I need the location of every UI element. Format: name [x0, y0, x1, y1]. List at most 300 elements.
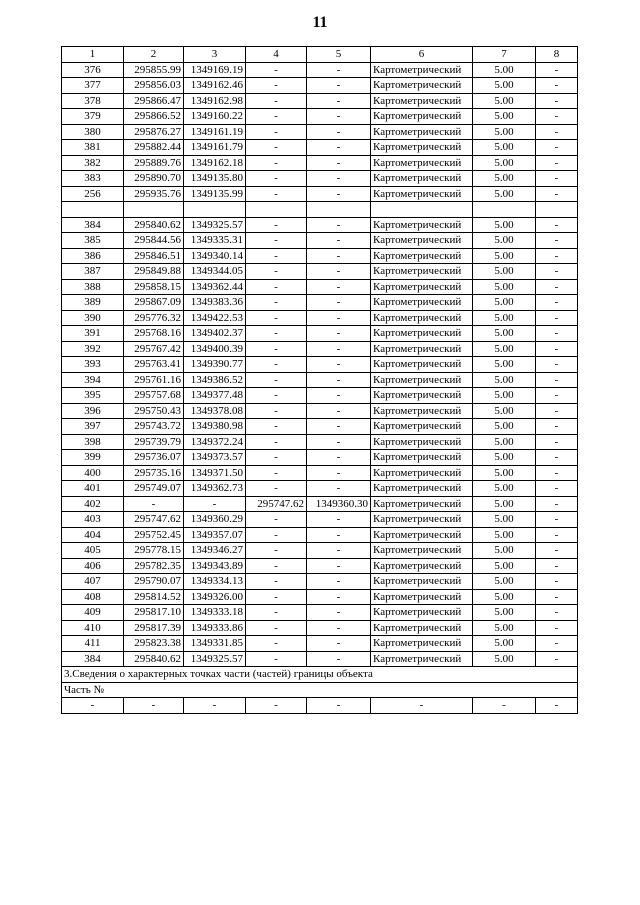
table-cell-col-3: 1349161.79: [184, 140, 246, 156]
table-cell-col-7: 5.00: [473, 450, 536, 466]
table-cell-col-8: -: [536, 496, 578, 512]
table-cell-col-1: 407: [62, 574, 124, 590]
table-cell-col-7: 5.00: [473, 171, 536, 187]
table-cell-col-6: Картометрический: [371, 589, 473, 605]
table-cell-col-8: -: [536, 636, 578, 652]
table-cell-col-1: 383: [62, 171, 124, 187]
table-cell-col-1: 380: [62, 124, 124, 140]
table-cell-col-2: 295817.39: [124, 620, 184, 636]
table-row: [62, 481, 578, 497]
table-cell-col-6: Картометрический: [371, 403, 473, 419]
table-cell-col-5: -: [307, 434, 371, 450]
table-cell-col-8: -: [536, 171, 578, 187]
table-cell-col-7: 5.00: [473, 496, 536, 512]
table-cell-col-4: 295747.62: [246, 496, 307, 512]
table-cell-col-3: 1349331.85: [184, 636, 246, 652]
table-cell-col-7: [473, 202, 536, 218]
table-cell-col-2: 295856.03: [124, 78, 184, 94]
table-cell-col-5: -: [307, 326, 371, 342]
table-cell-col-8: -: [536, 651, 578, 667]
table-cell-col-4: -: [246, 574, 307, 590]
table-cell-col-1: 390: [62, 310, 124, 326]
table-cell-col-7: 5.00: [473, 651, 536, 667]
table-cell-col-8: -: [536, 140, 578, 156]
table-cell-col-8: -: [536, 434, 578, 450]
table-cell-col-5: -: [307, 388, 371, 404]
table-cell-col-7: 5.00: [473, 481, 536, 497]
table-cell-col-5: -: [307, 295, 371, 311]
table-cell-col-2: 295840.62: [124, 651, 184, 667]
section3-row: [62, 667, 578, 683]
page-number: 11: [312, 14, 328, 31]
table-cell-col-1: 410: [62, 620, 124, 636]
table-cell-col-2: 295882.44: [124, 140, 184, 156]
table-cell-col-8: -: [536, 217, 578, 233]
table-cell-col-5: -: [307, 155, 371, 171]
table-cell-col-8: -: [536, 481, 578, 497]
table-cell-col-3: 1349161.19: [184, 124, 246, 140]
table-cell-col-4: -: [246, 450, 307, 466]
table-cell-col-4: -: [246, 605, 307, 621]
table-row-empty-part: [62, 698, 578, 714]
table-cell-col-4: -: [246, 698, 307, 714]
table-cell-col-4: -: [246, 140, 307, 156]
table-row: [62, 62, 578, 78]
table-row: [62, 233, 578, 249]
table-cell-col-4: -: [246, 620, 307, 636]
table-row: [62, 124, 578, 140]
table-cell-col-6: Картометрический: [371, 636, 473, 652]
table-cell-col-4: -: [246, 186, 307, 202]
table-cell-col-1: 395: [62, 388, 124, 404]
table-cell-col-5: -: [307, 636, 371, 652]
table-cell-col-5: -: [307, 140, 371, 156]
table-cell-col-7: 5.00: [473, 543, 536, 559]
table-cell-col-4: -: [246, 279, 307, 295]
table-row: [62, 434, 578, 450]
table-cell-col-5: -: [307, 450, 371, 466]
table-body: [62, 62, 578, 667]
table-cell-col-3: 1349378.08: [184, 403, 246, 419]
table-cell-col-4: -: [246, 357, 307, 373]
table-cell-col-8: -: [536, 574, 578, 590]
table-cell-col-6: Картометрический: [371, 465, 473, 481]
table-cell-col-4: -: [246, 93, 307, 109]
table-cell-col-1: 403: [62, 512, 124, 528]
table-cell-col-7: 5.00: [473, 558, 536, 574]
table-cell-col-3: 1349343.89: [184, 558, 246, 574]
table-cell-col-8: -: [536, 403, 578, 419]
table-cell-col-5: -: [307, 357, 371, 373]
table-cell-col-8: -: [536, 124, 578, 140]
table-cell-col-6: Картометрический: [371, 388, 473, 404]
table-cell-col-6: -: [371, 698, 473, 714]
table-cell-col-2: 295749.07: [124, 481, 184, 497]
table-cell-col-1: 256: [62, 186, 124, 202]
table-cell-col-6: Картометрический: [371, 543, 473, 559]
table-cell-col-1: 399: [62, 450, 124, 466]
table-cell-col-8: -: [536, 310, 578, 326]
table-cell-col-1: 404: [62, 527, 124, 543]
table-cell-col-6: Картометрический: [371, 326, 473, 342]
table-cell-col-2: [124, 202, 184, 218]
table-cell-col-5: -: [307, 372, 371, 388]
table-cell-col-8: -: [536, 279, 578, 295]
table-cell-col-4: -: [246, 465, 307, 481]
table-cell-col-5: -: [307, 512, 371, 528]
table-cell-col-4: -: [246, 264, 307, 280]
table-cell-col-5: -: [307, 465, 371, 481]
table-cell-col-4: -: [246, 62, 307, 78]
table-cell-col-3: -: [184, 496, 246, 512]
table-cell-col-5: -: [307, 543, 371, 559]
table-row: [62, 186, 578, 202]
table-cell-col-3: 1349360.29: [184, 512, 246, 528]
table-cell-col-5: -: [307, 527, 371, 543]
table-cell-col-7: 5.00: [473, 388, 536, 404]
table-cell-col-5: -: [307, 605, 371, 621]
table-cell-col-2: 295849.88: [124, 264, 184, 280]
table-cell-col-7: 5.00: [473, 124, 536, 140]
table-cell-col-1: 389: [62, 295, 124, 311]
part-label: Часть №: [62, 682, 578, 698]
table-cell-col-5: -: [307, 93, 371, 109]
table-cell-col-1: 378: [62, 93, 124, 109]
table-cell-col-3: 1349422.53: [184, 310, 246, 326]
table-cell-col-8: -: [536, 264, 578, 280]
table-cell-col-5: -: [307, 310, 371, 326]
table-cell-col-2: 295866.47: [124, 93, 184, 109]
table-cell-col-2: 295890.70: [124, 171, 184, 187]
column-header-7: 7: [473, 47, 536, 63]
table-cell-col-6: Картометрический: [371, 558, 473, 574]
table-cell-col-4: -: [246, 372, 307, 388]
table-cell-col-8: -: [536, 78, 578, 94]
table-cell-col-5: -: [307, 589, 371, 605]
table-cell-col-1: 384: [62, 217, 124, 233]
table-cell-col-8: -: [536, 527, 578, 543]
table-cell-col-3: 1349325.57: [184, 217, 246, 233]
table-row: [62, 264, 578, 280]
table-cell-col-1: 384: [62, 651, 124, 667]
table-cell-col-5: -: [307, 233, 371, 249]
table-cell-col-6: Картометрический: [371, 186, 473, 202]
section3-title: 3.Сведения о характерных точках части (частей) границы объекта: [62, 667, 578, 683]
table-cell-col-1: 385: [62, 233, 124, 249]
table-cell-col-1: 408: [62, 589, 124, 605]
table-cell-col-6: Картометрический: [371, 496, 473, 512]
table-cell-col-6: [371, 202, 473, 218]
table-row: [62, 388, 578, 404]
table-cell-col-6: Картометрический: [371, 264, 473, 280]
coordinates-table: [61, 46, 578, 714]
table-cell-col-2: 295743.72: [124, 419, 184, 435]
table-cell-col-1: 381: [62, 140, 124, 156]
table-cell-col-2: 295840.62: [124, 217, 184, 233]
table-cell-col-3: 1349383.36: [184, 295, 246, 311]
table-cell-col-5: -: [307, 171, 371, 187]
table-cell-col-3: 1349380.98: [184, 419, 246, 435]
table-cell-col-2: 295855.99: [124, 62, 184, 78]
table-cell-col-8: -: [536, 419, 578, 435]
table-cell-col-2: 295768.16: [124, 326, 184, 342]
table-cell-col-7: 5.00: [473, 217, 536, 233]
table-cell-col-2: 295757.68: [124, 388, 184, 404]
table-cell-col-5: -: [307, 481, 371, 497]
table-cell-col-4: -: [246, 388, 307, 404]
table-cell-col-2: 295867.09: [124, 295, 184, 311]
table-cell-col-3: [184, 202, 246, 218]
table-cell-col-1: 398: [62, 434, 124, 450]
table-row: [62, 217, 578, 233]
table-row: [62, 341, 578, 357]
table-cell-col-6: Картометрический: [371, 450, 473, 466]
table-cell-col-1: 377: [62, 78, 124, 94]
table-row: [62, 171, 578, 187]
table-cell-col-7: 5.00: [473, 264, 536, 280]
table-cell-col-7: 5.00: [473, 465, 536, 481]
table-cell-col-7: 5.00: [473, 636, 536, 652]
table-cell-col-7: 5.00: [473, 357, 536, 373]
table-cell-col-2: 295776.32: [124, 310, 184, 326]
table-cell-col-4: -: [246, 124, 307, 140]
table-cell-col-2: 295747.62: [124, 512, 184, 528]
table-cell-col-6: Картометрический: [371, 171, 473, 187]
table-cell-col-1: 386: [62, 248, 124, 264]
table-cell-col-7: 5.00: [473, 326, 536, 342]
table-cell-col-1: 392: [62, 341, 124, 357]
table-cell-col-3: 1349362.73: [184, 481, 246, 497]
table-cell-col-4: -: [246, 558, 307, 574]
table-cell-col-6: Картометрический: [371, 124, 473, 140]
table-cell-col-3: 1349335.31: [184, 233, 246, 249]
column-header-3: 3: [184, 47, 246, 63]
table-cell-col-5: -: [307, 264, 371, 280]
column-header-2: 2: [124, 47, 184, 63]
table-cell-col-2: 295814.52: [124, 589, 184, 605]
table-cell-col-4: -: [246, 403, 307, 419]
table-cell-col-1: 387: [62, 264, 124, 280]
column-header-8: 8: [536, 47, 578, 63]
table-cell-col-2: 295752.45: [124, 527, 184, 543]
table-cell-col-5: 1349360.30: [307, 496, 371, 512]
table-cell-col-2: -: [124, 496, 184, 512]
table-cell-col-2: 295778.15: [124, 543, 184, 559]
table-row: [62, 512, 578, 528]
table-cell-col-1: 397: [62, 419, 124, 435]
table-cell-col-6: Картометрический: [371, 155, 473, 171]
table-row: [62, 496, 578, 512]
table-row: [62, 419, 578, 435]
table-cell-col-7: 5.00: [473, 372, 536, 388]
table-cell-col-2: 295844.56: [124, 233, 184, 249]
table-cell-col-1: 400: [62, 465, 124, 481]
table-cell-col-1: 376: [62, 62, 124, 78]
table-cell-col-1: 406: [62, 558, 124, 574]
table-cell-col-5: -: [307, 403, 371, 419]
table-cell-col-7: -: [473, 698, 536, 714]
table-row: [62, 78, 578, 94]
column-header-4: 4: [246, 47, 307, 63]
table-cell-col-2: 295889.76: [124, 155, 184, 171]
table-cell-col-6: Картометрический: [371, 217, 473, 233]
table-row: [62, 357, 578, 373]
table-cell-col-5: -: [307, 574, 371, 590]
table-cell-col-7: 5.00: [473, 341, 536, 357]
table-cell-col-8: -: [536, 326, 578, 342]
table-cell-col-7: 5.00: [473, 295, 536, 311]
table-cell-col-5: -: [307, 341, 371, 357]
table-row: [62, 527, 578, 543]
table-cell-col-2: 295736.07: [124, 450, 184, 466]
table-cell-col-7: 5.00: [473, 186, 536, 202]
table-cell-col-2: 295790.07: [124, 574, 184, 590]
table-cell-col-3: 1349400.39: [184, 341, 246, 357]
table-cell-col-3: 1349169.19: [184, 62, 246, 78]
table-cell-col-8: -: [536, 248, 578, 264]
table-cell-col-2: 295817.10: [124, 605, 184, 621]
table-cell-col-8: -: [536, 388, 578, 404]
table-row: [62, 589, 578, 605]
table-cell-col-8: -: [536, 109, 578, 125]
table-cell-col-4: -: [246, 295, 307, 311]
table-cell-col-1: 402: [62, 496, 124, 512]
table-cell-col-5: -: [307, 651, 371, 667]
table-cell-col-7: 5.00: [473, 279, 536, 295]
table-cell-col-2: 295750.43: [124, 403, 184, 419]
table-cell-col-2: -: [124, 698, 184, 714]
table-cell-col-1: 391: [62, 326, 124, 342]
table-cell-col-2: 295858.15: [124, 279, 184, 295]
table-cell-col-6: Картометрический: [371, 140, 473, 156]
table-cell-col-1: 388: [62, 279, 124, 295]
table-row: [62, 465, 578, 481]
table-cell-col-7: 5.00: [473, 605, 536, 621]
table-cell-col-6: Картометрический: [371, 651, 473, 667]
table-row: [62, 295, 578, 311]
table-cell-col-8: -: [536, 620, 578, 636]
table-cell-col-6: Картометрический: [371, 527, 473, 543]
table-cell-col-4: -: [246, 512, 307, 528]
table-cell-col-2: 295935.76: [124, 186, 184, 202]
table-cell-col-5: -: [307, 279, 371, 295]
table-cell-col-6: Картометрический: [371, 357, 473, 373]
table-row: [62, 93, 578, 109]
table-cell-col-3: 1349402.37: [184, 326, 246, 342]
table-cell-col-1: 411: [62, 636, 124, 652]
table-cell-col-5: -: [307, 186, 371, 202]
table-cell-col-8: -: [536, 589, 578, 605]
table-cell-col-3: 1349162.98: [184, 93, 246, 109]
table-cell-col-3: 1349340.14: [184, 248, 246, 264]
table-cell-col-6: Картометрический: [371, 574, 473, 590]
table-row: [62, 636, 578, 652]
part-row: [62, 682, 578, 698]
table-header-row: [62, 47, 578, 63]
table-cell-col-8: -: [536, 93, 578, 109]
table-cell-col-4: -: [246, 434, 307, 450]
table-cell-col-4: [246, 202, 307, 218]
table-cell-col-6: Картометрический: [371, 93, 473, 109]
table-cell-col-7: 5.00: [473, 620, 536, 636]
table-cell-col-7: 5.00: [473, 434, 536, 450]
table-cell-col-4: -: [246, 217, 307, 233]
table-cell-col-7: 5.00: [473, 419, 536, 435]
column-header-6: 6: [371, 47, 473, 63]
table-cell-col-2: 295876.27: [124, 124, 184, 140]
table-cell-col-3: 1349135.80: [184, 171, 246, 187]
table-row: [62, 543, 578, 559]
table-cell-col-7: 5.00: [473, 512, 536, 528]
table-cell-col-5: -: [307, 217, 371, 233]
table-cell-col-8: -: [536, 512, 578, 528]
table-cell-col-8: -: [536, 605, 578, 621]
table-cell-col-3: 1349357.07: [184, 527, 246, 543]
table-cell-col-4: -: [246, 481, 307, 497]
table-cell-col-7: 5.00: [473, 527, 536, 543]
table-cell-col-6: Картометрический: [371, 109, 473, 125]
table-cell-col-6: Картометрический: [371, 78, 473, 94]
table-cell-col-4: -: [246, 233, 307, 249]
table-cell-col-8: -: [536, 543, 578, 559]
table-cell-col-6: Картометрический: [371, 341, 473, 357]
table-cell-col-2: 295761.16: [124, 372, 184, 388]
table-cell-col-7: 5.00: [473, 233, 536, 249]
table-cell-col-1: 394: [62, 372, 124, 388]
table-cell-col-3: 1349334.13: [184, 574, 246, 590]
table-cell-col-2: 295739.79: [124, 434, 184, 450]
table-cell-col-3: 1349325.57: [184, 651, 246, 667]
table-cell-col-7: 5.00: [473, 155, 536, 171]
table-cell-col-3: 1349372.24: [184, 434, 246, 450]
table-cell-col-8: -: [536, 62, 578, 78]
table-cell-col-7: 5.00: [473, 109, 536, 125]
table-cell-col-4: -: [246, 171, 307, 187]
table-cell-col-3: 1349160.22: [184, 109, 246, 125]
table-cell-col-4: -: [246, 109, 307, 125]
table-row: [62, 279, 578, 295]
column-header-1: 1: [62, 47, 124, 63]
table-cell-col-7: 5.00: [473, 140, 536, 156]
table-cell-col-5: -: [307, 248, 371, 264]
table-cell-col-4: -: [246, 155, 307, 171]
table-cell-col-8: -: [536, 341, 578, 357]
table-cell-col-5: [307, 202, 371, 218]
table-cell-col-6: Картометрический: [371, 605, 473, 621]
table-row: [62, 109, 578, 125]
table-cell-col-8: -: [536, 186, 578, 202]
table-cell-col-7: 5.00: [473, 589, 536, 605]
table-cell-col-5: -: [307, 419, 371, 435]
table-cell-col-7: 5.00: [473, 78, 536, 94]
table-cell-col-8: -: [536, 558, 578, 574]
table-row: [62, 651, 578, 667]
table-cell-col-3: 1349373.57: [184, 450, 246, 466]
table-cell-col-4: -: [246, 326, 307, 342]
table-row: [62, 605, 578, 621]
table-cell-col-8: -: [536, 295, 578, 311]
table-cell-col-3: 1349162.46: [184, 78, 246, 94]
table-row: [62, 202, 578, 218]
table-cell-col-6: Картометрический: [371, 372, 473, 388]
table-row: [62, 403, 578, 419]
table-cell-col-6: Картометрический: [371, 419, 473, 435]
table-cell-col-7: 5.00: [473, 574, 536, 590]
table-cell-col-6: Картометрический: [371, 310, 473, 326]
table-cell-col-4: -: [246, 419, 307, 435]
table-cell-col-7: 5.00: [473, 248, 536, 264]
table-row: [62, 248, 578, 264]
